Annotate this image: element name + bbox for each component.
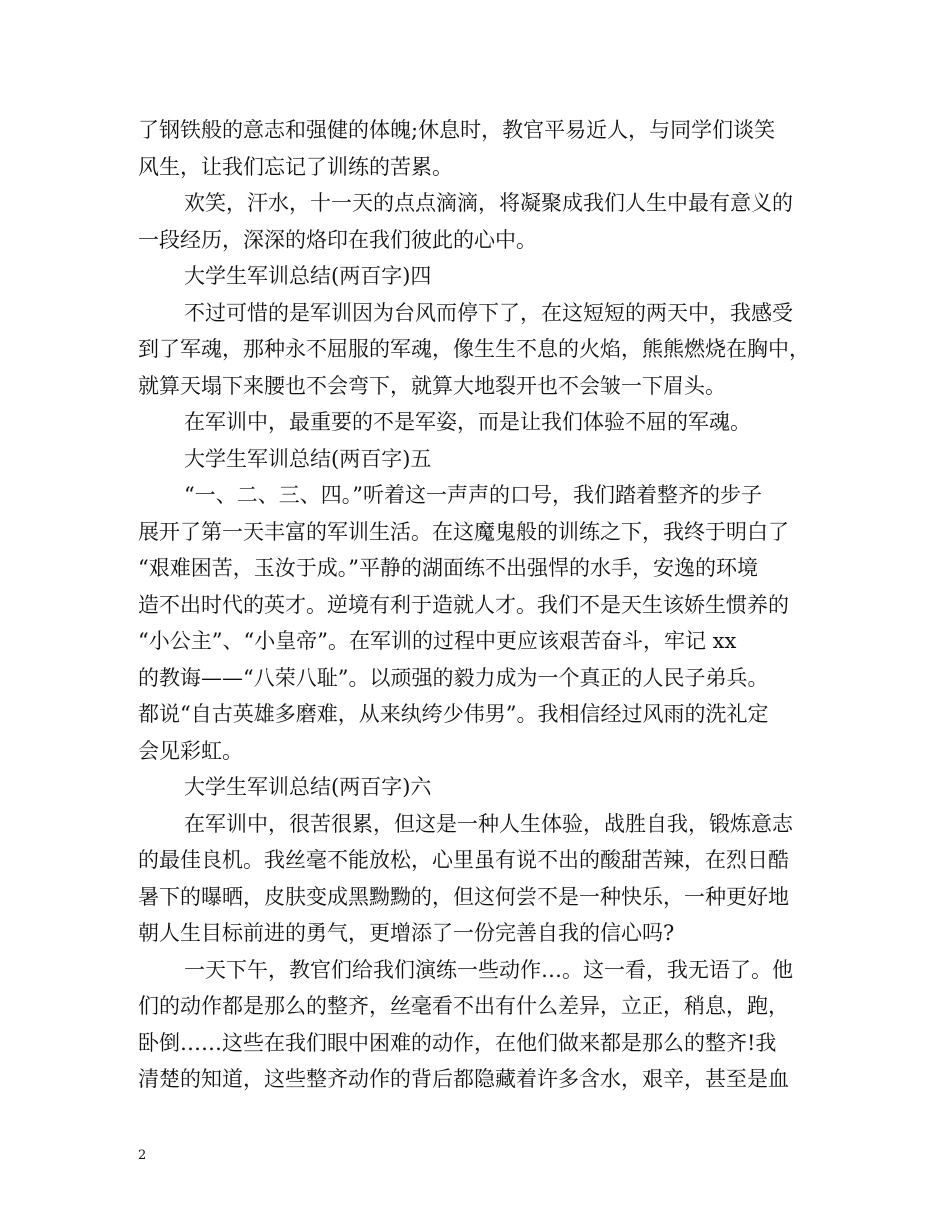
text-line: 们的动作都是那么的整齐，丝毫看不出有什么差异，立正，稍息，跑，: [138, 994, 789, 1018]
text-line: 在军训中，最重要的不是军姿，而是让我们体验不屈的军魂。: [184, 410, 751, 434]
text-line: 清楚的知道，这些整齐动作的背后都隐藏着许多含水，艰辛，甚至是血: [138, 1067, 789, 1091]
text-line: 大学生军训总结(两百字)五: [184, 446, 432, 471]
text-line: “艰难困苦，玉汝于成。”平静的湖面练不出强悍的水手，安逸的环境: [138, 556, 758, 580]
text-line: “小公主”、“小皇帝”。在军训的过程中更应该艰苦奋斗，牢记 xx: [138, 629, 737, 653]
text-line: 都说“自古英雄多磨难，从来纨绔少伟男”。我相信经过风雨的洗礼定: [138, 702, 769, 726]
text-line: 在军训中，很苦很累，但这是一种人生体验，战胜自我，锻炼意志: [184, 811, 793, 836]
text-line: 一段经历，深深的烙印在我们彼此的心中。: [138, 227, 537, 252]
document-body: [138, 112, 814, 1098]
text-line: 造不出时代的英才。逆境有利于造就人才。我们不是天生该娇生惯养的: [138, 592, 789, 617]
text-line: 卧倒……这些在我们眼中困难的动作，在他们做来都是那么的整齐!我: [138, 1030, 777, 1055]
text-line: 的教诲——“八荣八耻”。以顽强的毅力成为一个真正的人民子弟兵。: [138, 665, 769, 690]
text-line: “一、二、三、四。”听着这一声声的口号，我们踏着整齐的步子: [184, 483, 762, 507]
text-line: 不过可惜的是军训因为台风而停下了，在这短短的两天中，我感受: [184, 300, 793, 325]
text-line: 到了军魂，那种永不屈服的军魂，像生生不息的火焰，熊熊燃烧在胸中，: [138, 337, 810, 361]
text-line: 一天下午，教官们给我们演练一些动作…。这一看，我无语了。他: [184, 957, 793, 982]
text-line: 就算天塌下来腰也不会弯下，就算大地裂开也不会皱一下眉头。: [138, 373, 726, 398]
text-line: 会见彩虹。: [138, 738, 243, 763]
text-line: 暑下的曝晒，皮肤变成黑黝黝的，但这何尝不是一种快乐，一种更好地: [138, 884, 789, 909]
page-number: 2: [138, 1148, 147, 1163]
text-line: 了钢铁般的意志和强健的体魄;休息时，教官平易近人，与同学们谈笑: [138, 118, 776, 142]
text-line: 大学生军训总结(两百字)四: [184, 264, 432, 288]
text-line: 欢笑，汗水，十一天的点点滴滴，将凝聚成我们人生中最有意义的: [184, 191, 793, 215]
text-line: 的最佳良机。我丝毫不能放松，心里虽有说不出的酸甜苦辣，在烈日酷: [138, 848, 789, 872]
text-line: 展开了第一天丰富的军训生活。在这魔鬼般的训练之下，我终于明白了: [138, 519, 789, 544]
text-line: 朝人生目标前进的勇气，更增添了一份完善自我的信心吗?: [138, 921, 675, 945]
text-line: 风生，让我们忘记了训练的苦累。: [138, 154, 453, 179]
text-line: 大学生军训总结(两百字)六: [184, 775, 432, 799]
